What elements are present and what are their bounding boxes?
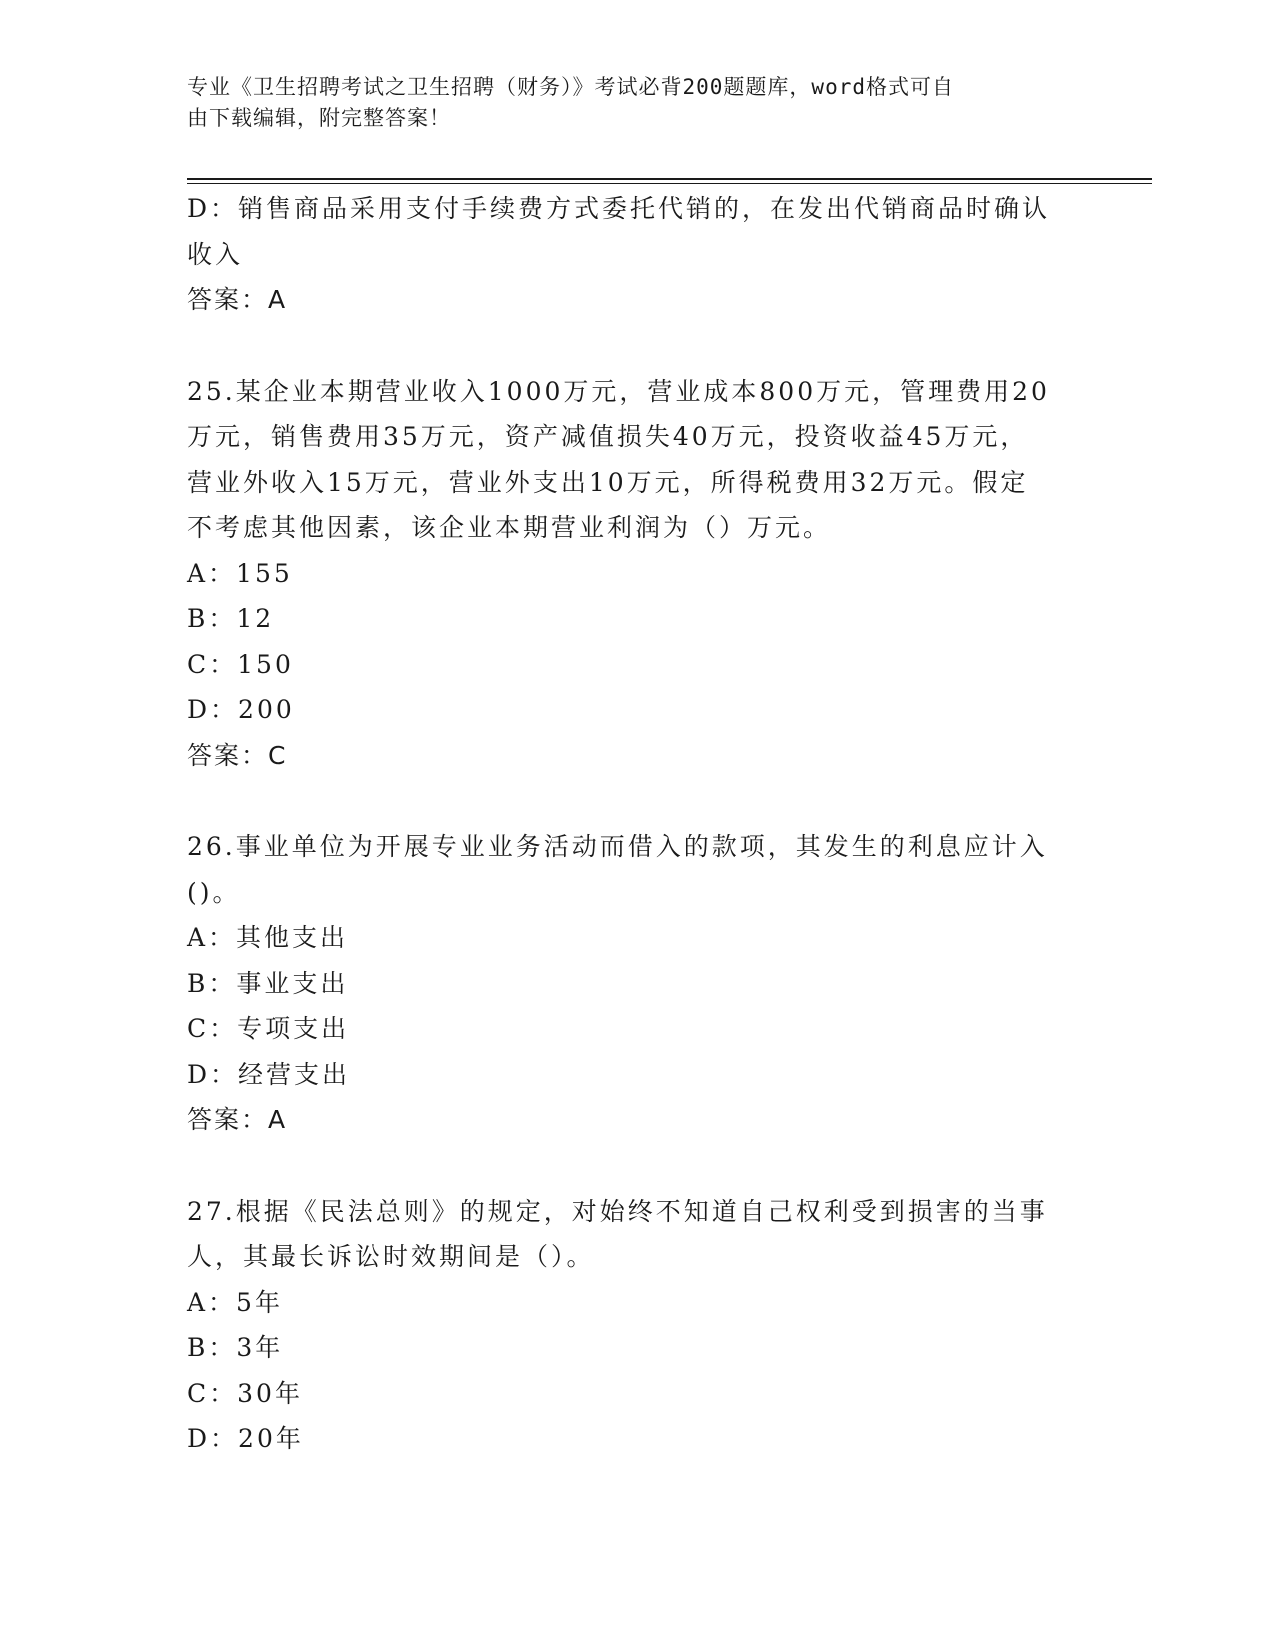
answer-label: 答案：A: [187, 285, 288, 314]
document-header: [187, 72, 1067, 134]
option-d: D：20年: [187, 1424, 304, 1453]
option-d: D：200: [187, 695, 295, 724]
option-a: A：5年: [187, 1287, 283, 1317]
header-divider-thick: [187, 178, 1152, 180]
option-b: B：3年: [187, 1333, 284, 1362]
option-d: D：销售商品采用支付手续费方式委托代销的，在发出代销商品时确认: [187, 194, 1051, 223]
answer-label: 答案：C: [187, 740, 288, 770]
question-25: [187, 369, 1087, 779]
option-c: C：30年: [187, 1378, 303, 1408]
question-list: [187, 186, 1087, 1462]
answer-label: 答案：A: [187, 1105, 288, 1134]
option-b: B：12: [187, 604, 275, 633]
question-stem: 26.事业单位为开展专业业务活动而借入的款项，其发生的利息应计入: [187, 832, 1048, 861]
spacer: [187, 1143, 1087, 1189]
option-d: D：经营支出: [187, 1059, 351, 1089]
question-24: [187, 186, 1087, 323]
question-stem: 人，其最长诉讼时效期间是（）。: [187, 1242, 595, 1271]
option-a: A：其他支出: [187, 923, 349, 952]
question-stem: 万元，销售费用35万元，资产减值损失40万元，投资收益45万元，: [187, 422, 1029, 451]
question-stem: 25.某企业本期营业收入1000万元，营业成本800万元，管理费用20: [187, 376, 1050, 406]
header-divider-thin: [187, 183, 1152, 184]
spacer: [187, 323, 1087, 369]
spacer: [187, 778, 1087, 824]
option-c: C：150: [187, 649, 294, 679]
header-title-line-2: 由下载编辑，附完整答案！: [187, 106, 451, 130]
option-d-continued: 收入: [187, 239, 244, 269]
question-26: [187, 824, 1087, 1143]
question-stem: ()。: [187, 877, 241, 907]
option-a: A：155: [187, 558, 293, 588]
option-c: C：专项支出: [187, 1014, 350, 1043]
question-stem: 营业外收入15万元，营业外支出10万元，所得税费用32万元。假定: [187, 467, 1029, 497]
question-27: [187, 1189, 1087, 1462]
question-stem: 27.根据《民法总则》的规定，对始终不知道自己权利受到损害的当事: [187, 1196, 1048, 1226]
header-title-line-1: 专业《卫生招聘考试之卫生招聘（财务）》考试必背200题题库，word格式可自: [187, 75, 954, 99]
option-b: B：事业支出: [187, 968, 349, 998]
question-stem: 不考虑其他因素，该企业本期营业利润为（）万元。: [187, 513, 832, 542]
